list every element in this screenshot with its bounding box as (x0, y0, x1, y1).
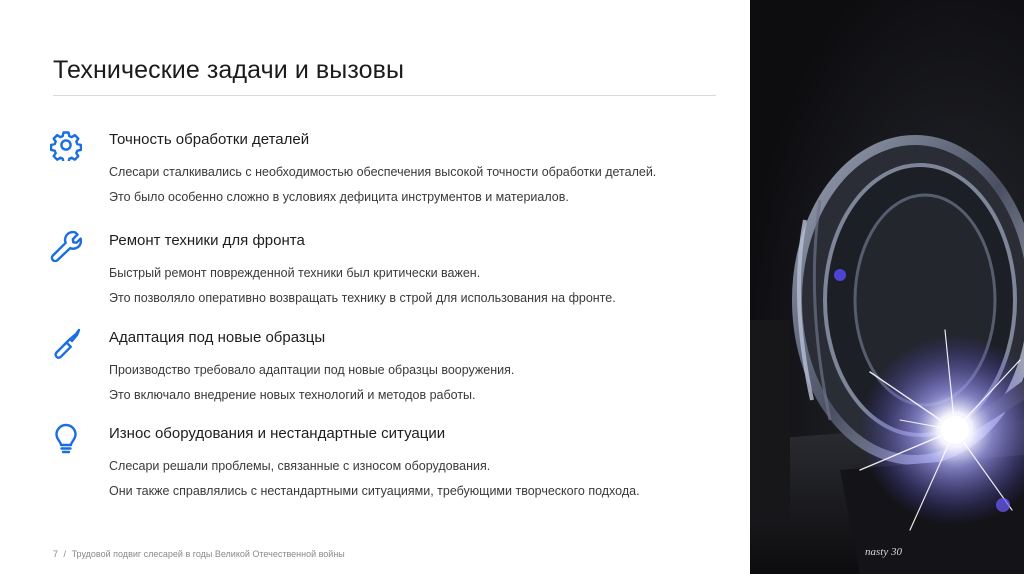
item-text: Они также справлялись с нестандартными ситуациями, требующими творческого подхода. (109, 484, 640, 498)
page-number: 7 (53, 549, 59, 559)
gear-icon (50, 129, 82, 161)
page-title: Технические задачи и вызовы (53, 56, 405, 84)
slide-footer (53, 549, 345, 559)
item-heading: Ремонт техники для фронта (109, 232, 305, 249)
item-heading: Адаптация под новые образцы (109, 329, 326, 346)
item-text: Быстрый ремонт поврежденной техники был критически важен. (109, 266, 481, 280)
item-text: Слесари решали проблемы, связанные с износом оборудования. (109, 459, 491, 473)
wrench-icon (50, 230, 82, 262)
item-text: Слесари сталкивались с необходимостью обеспечения высокой точности обработки деталей. (109, 165, 657, 179)
item-text: Это позволяло оперативно возвращать технику в строй для использования на фронте. (109, 291, 616, 305)
footer-text: Трудовой подвиг слесарей в годы Великой Отечественной войны (71, 549, 345, 559)
item-text: Производство требовало адаптации под новые образцы вооружения. (109, 363, 515, 377)
item-heading: Износ оборудования и нестандартные ситуации (109, 425, 446, 442)
welding-photo (750, 0, 1024, 574)
photo-caption: nasty 30 (865, 546, 902, 558)
item-text: Это было особенно сложно в условиях дефицита инструментов и материалов. (109, 190, 569, 204)
footer-separator: / (63, 549, 67, 559)
screwdriver-icon (50, 327, 82, 359)
title-divider (53, 95, 716, 96)
item-text: Это включало внедрение новых технологий и методов работы. (109, 388, 476, 402)
item-heading: Точность обработки деталей (109, 131, 310, 148)
lightbulb-icon (50, 423, 82, 455)
